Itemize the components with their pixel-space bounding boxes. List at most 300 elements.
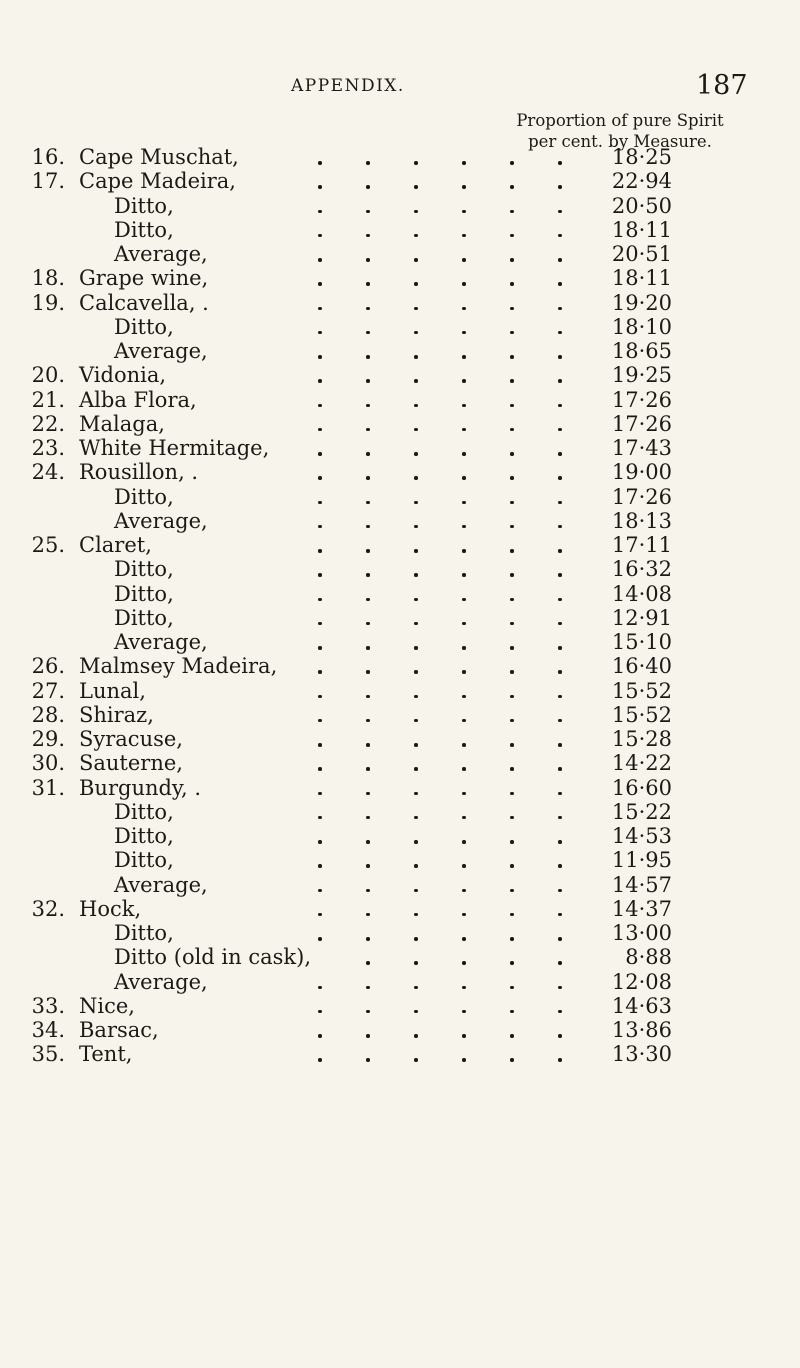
table-row xyxy=(0,242,800,266)
leader-dot xyxy=(558,355,562,359)
leader-dot xyxy=(558,986,562,990)
leader-dot xyxy=(510,719,514,723)
running-title: APPENDIX. xyxy=(291,76,405,96)
leader-dot xyxy=(462,379,466,383)
leader-dot xyxy=(510,234,514,238)
leader-dot xyxy=(414,767,418,771)
leader-dot xyxy=(558,161,562,165)
leader-dot xyxy=(462,864,466,868)
leader-dot xyxy=(414,986,418,990)
leader-dot xyxy=(414,452,418,456)
dot-leader xyxy=(0,897,800,921)
table-row xyxy=(0,460,800,484)
leader-dot xyxy=(366,210,370,214)
leader-dot xyxy=(510,501,514,505)
leader-dot xyxy=(558,525,562,529)
leader-dot xyxy=(414,476,418,480)
dot-leader xyxy=(0,994,800,1018)
spirit-percentage: 14·37 xyxy=(611,896,672,921)
leader-dot xyxy=(318,452,322,456)
leader-dot xyxy=(462,428,466,432)
spirit-percentage: 12·08 xyxy=(611,969,672,994)
leader-dot xyxy=(462,258,466,262)
entry-number: 18. xyxy=(31,266,65,291)
leader-dot xyxy=(414,1010,418,1014)
table-row xyxy=(0,1042,800,1066)
leader-dot xyxy=(318,719,322,723)
leader-dot xyxy=(462,1034,466,1038)
leader-dot xyxy=(414,598,418,602)
leader-dot xyxy=(510,1034,514,1038)
spirit-percentage: 16·32 xyxy=(611,557,672,582)
entry-number: 29. xyxy=(31,727,65,751)
leader-dot xyxy=(558,307,562,311)
leader-dot xyxy=(318,549,322,553)
leader-dot xyxy=(318,695,322,699)
leader-dot xyxy=(366,258,370,262)
leader-dot xyxy=(318,258,322,262)
dot-leader xyxy=(0,194,800,218)
leader-dot xyxy=(462,185,466,189)
leader-dot xyxy=(414,695,418,699)
dot-leader xyxy=(0,363,800,387)
leader-dot xyxy=(318,646,322,650)
leader-dot xyxy=(510,404,514,408)
leader-dot xyxy=(462,501,466,505)
leader-dot xyxy=(414,501,418,505)
wine-name: Cape Muschat, xyxy=(79,145,239,169)
spirit-percentage: 18·65 xyxy=(611,339,672,363)
leader-dot xyxy=(318,210,322,214)
leader-dot xyxy=(510,961,514,965)
dot-leader xyxy=(0,921,800,945)
leader-dot xyxy=(366,646,370,650)
leader-dot xyxy=(414,355,418,359)
page-header xyxy=(0,70,800,104)
column-header-line-1: Proportion of pure Spirit xyxy=(516,111,724,130)
entry-number: 22. xyxy=(31,411,65,436)
leader-dot xyxy=(558,210,562,214)
wine-spirit-table xyxy=(0,145,800,1067)
leader-dot xyxy=(510,840,514,844)
leader-dot xyxy=(414,961,418,965)
leader-dot xyxy=(558,961,562,965)
spirit-percentage: 13·86 xyxy=(611,1018,672,1042)
wine-name: Shiraz, xyxy=(79,702,154,727)
leader-dot xyxy=(558,743,562,747)
leader-dot xyxy=(318,428,322,432)
wine-name: Lunal, xyxy=(79,678,146,703)
leader-dot xyxy=(414,549,418,553)
leader-dot xyxy=(510,1058,514,1062)
table-row xyxy=(0,630,800,654)
leader-dot xyxy=(462,161,466,165)
leader-dot xyxy=(462,961,466,965)
leader-dot xyxy=(318,525,322,529)
table-row xyxy=(0,315,800,339)
leader-dot xyxy=(510,646,514,650)
leader-dot xyxy=(318,840,322,844)
table-row xyxy=(0,970,800,994)
leader-dot xyxy=(366,743,370,747)
leader-dot xyxy=(462,525,466,529)
leader-dot xyxy=(558,816,562,820)
entry-number: 19. xyxy=(31,290,65,315)
wine-name: Ditto, xyxy=(114,799,174,824)
leader-dot xyxy=(414,816,418,820)
spirit-percentage: 19·20 xyxy=(611,290,672,315)
leader-dot xyxy=(366,695,370,699)
leader-dot xyxy=(366,961,370,965)
wine-name: Vidonia, xyxy=(79,363,167,388)
table-row xyxy=(0,509,800,533)
wine-name: Claret, xyxy=(79,533,152,557)
leader-dot xyxy=(510,913,514,917)
leader-dot xyxy=(414,428,418,432)
leader-dot xyxy=(318,889,322,893)
leader-dot xyxy=(414,282,418,286)
leader-dot xyxy=(510,743,514,747)
leader-dot xyxy=(558,501,562,505)
leader-dot xyxy=(366,598,370,602)
leader-dot xyxy=(414,404,418,408)
spirit-percentage: 20·51 xyxy=(611,242,672,266)
leader-dot xyxy=(558,1058,562,1062)
leader-dot xyxy=(510,428,514,432)
leader-dot xyxy=(414,258,418,262)
leader-dot xyxy=(366,355,370,359)
table-row xyxy=(0,776,800,800)
spirit-percentage: 17·43 xyxy=(611,436,672,460)
leader-dot xyxy=(462,355,466,359)
dot-leader xyxy=(0,291,800,315)
leader-dot xyxy=(462,598,466,602)
leader-dot xyxy=(462,404,466,408)
spirit-percentage: 14·63 xyxy=(611,993,672,1018)
wine-name: Sauterne, xyxy=(79,751,183,776)
dot-leader xyxy=(0,873,800,897)
table-row xyxy=(0,218,800,242)
leader-dot xyxy=(558,864,562,868)
wine-name: Ditto, xyxy=(114,581,174,606)
leader-dot xyxy=(414,719,418,723)
leader-dot xyxy=(318,864,322,868)
leader-dot xyxy=(462,986,466,990)
table-row xyxy=(0,800,800,824)
leader-dot xyxy=(366,234,370,238)
leader-dot xyxy=(318,598,322,602)
leader-dot xyxy=(462,452,466,456)
leader-dot xyxy=(366,428,370,432)
leader-dot xyxy=(366,1010,370,1014)
leader-dot xyxy=(462,937,466,941)
leader-dot xyxy=(366,331,370,335)
spirit-percentage: 15·52 xyxy=(611,702,672,727)
leader-dot xyxy=(318,234,322,238)
wine-name: Average, xyxy=(114,872,208,897)
leader-dot xyxy=(510,185,514,189)
entry-number: 35. xyxy=(31,1042,65,1067)
table-row xyxy=(0,485,800,509)
dot-leader xyxy=(0,509,800,533)
leader-dot xyxy=(462,767,466,771)
leader-dot xyxy=(462,670,466,674)
leader-dot xyxy=(558,258,562,262)
table-row xyxy=(0,606,800,630)
leader-dot xyxy=(510,986,514,990)
dot-leader xyxy=(0,970,800,994)
leader-dot xyxy=(462,573,466,577)
leader-dot xyxy=(414,525,418,529)
leader-dot xyxy=(558,913,562,917)
leader-dot xyxy=(558,840,562,844)
entry-number: 34. xyxy=(31,1018,65,1042)
leader-dot xyxy=(318,767,322,771)
leader-dot xyxy=(366,792,370,796)
leader-dot xyxy=(558,379,562,383)
leader-dot xyxy=(366,476,370,480)
leader-dot xyxy=(318,282,322,286)
leader-dot xyxy=(366,937,370,941)
leader-dot xyxy=(462,282,466,286)
wine-name: Tent, xyxy=(79,1042,133,1067)
leader-dot xyxy=(414,670,418,674)
table-row xyxy=(0,557,800,581)
dot-leader xyxy=(0,169,800,193)
wine-name: Ditto, xyxy=(114,193,174,218)
leader-dot xyxy=(558,476,562,480)
entry-number: 16. xyxy=(31,145,65,169)
leader-dot xyxy=(462,331,466,335)
table-row xyxy=(0,824,800,848)
dot-leader xyxy=(0,727,800,751)
dot-leader xyxy=(0,582,800,606)
leader-dot xyxy=(366,379,370,383)
entry-number: 27. xyxy=(31,678,65,703)
table-row xyxy=(0,703,800,727)
spirit-percentage: 18·25 xyxy=(611,145,672,169)
column-header-line-2: per cent. by Measure. xyxy=(528,132,712,151)
leader-dot xyxy=(558,670,562,674)
leader-dot xyxy=(462,1058,466,1062)
leader-dot xyxy=(510,355,514,359)
dot-leader xyxy=(0,776,800,800)
leader-dot xyxy=(366,525,370,529)
leader-dot xyxy=(366,767,370,771)
dot-leader xyxy=(0,460,800,484)
wine-name: Average, xyxy=(114,969,208,994)
leader-dot xyxy=(510,452,514,456)
leader-dot xyxy=(462,695,466,699)
leader-dot xyxy=(366,913,370,917)
entry-number: 21. xyxy=(31,387,65,412)
leader-dot xyxy=(366,452,370,456)
leader-dot xyxy=(462,743,466,747)
leader-dot xyxy=(318,161,322,165)
table-row xyxy=(0,533,800,557)
leader-dot xyxy=(510,792,514,796)
leader-dot xyxy=(366,889,370,893)
leader-dot xyxy=(414,161,418,165)
spirit-percentage: 15·10 xyxy=(611,630,672,654)
leader-dot xyxy=(414,331,418,335)
leader-dot xyxy=(510,282,514,286)
entry-number: 28. xyxy=(31,702,65,727)
table-row xyxy=(0,994,800,1018)
leader-dot xyxy=(510,331,514,335)
leader-dot xyxy=(462,549,466,553)
table-row xyxy=(0,582,800,606)
leader-dot xyxy=(414,646,418,650)
spirit-percentage: 18·13 xyxy=(611,508,672,533)
spirit-percentage: 12·91 xyxy=(611,605,672,630)
wine-name: Ditto, xyxy=(114,605,174,630)
spirit-percentage: 19·00 xyxy=(611,460,672,485)
leader-dot xyxy=(558,185,562,189)
leader-dot xyxy=(510,767,514,771)
dot-leader xyxy=(0,848,800,872)
table-row xyxy=(0,266,800,290)
dot-leader xyxy=(0,485,800,509)
leader-dot xyxy=(510,549,514,553)
leader-dot xyxy=(558,889,562,893)
leader-dot xyxy=(510,1010,514,1014)
leader-dot xyxy=(318,622,322,626)
dot-leader xyxy=(0,630,800,654)
wine-name: White Hermitage, xyxy=(79,436,270,460)
leader-dot xyxy=(318,307,322,311)
leader-dot xyxy=(414,379,418,383)
leader-dot xyxy=(558,331,562,335)
table-row xyxy=(0,848,800,872)
spirit-percentage: 16·60 xyxy=(611,775,672,800)
table-row xyxy=(0,412,800,436)
spirit-percentage: 15·22 xyxy=(611,799,672,824)
leader-dot xyxy=(366,864,370,868)
table-row xyxy=(0,921,800,945)
leader-dot xyxy=(510,864,514,868)
leader-dot xyxy=(462,622,466,626)
table-row xyxy=(0,873,800,897)
leader-dot xyxy=(318,913,322,917)
table-row xyxy=(0,169,800,193)
entry-number: 26. xyxy=(31,654,65,679)
leader-dot xyxy=(558,404,562,408)
leader-dot xyxy=(366,840,370,844)
dot-leader xyxy=(0,557,800,581)
wine-name: Rousillon, . xyxy=(79,460,199,485)
spirit-percentage: 15·52 xyxy=(611,678,672,703)
leader-dot xyxy=(558,598,562,602)
leader-dot xyxy=(462,719,466,723)
entry-number: 24. xyxy=(31,460,65,485)
leader-dot xyxy=(510,476,514,480)
wine-name: Average, xyxy=(114,508,208,533)
leader-dot xyxy=(318,355,322,359)
dot-leader xyxy=(0,800,800,824)
wine-name: Grape wine, xyxy=(79,266,209,291)
leader-dot xyxy=(510,622,514,626)
leader-dot xyxy=(414,1058,418,1062)
entry-number: 20. xyxy=(31,363,65,388)
leader-dot xyxy=(510,695,514,699)
dot-leader xyxy=(0,533,800,557)
leader-dot xyxy=(510,937,514,941)
entry-number: 31. xyxy=(31,775,65,800)
spirit-percentage: 14·08 xyxy=(611,581,672,606)
table-row xyxy=(0,679,800,703)
leader-dot xyxy=(366,622,370,626)
leader-dot xyxy=(558,1010,562,1014)
leader-dot xyxy=(414,622,418,626)
leader-dot xyxy=(318,185,322,189)
dot-leader xyxy=(0,751,800,775)
table-row xyxy=(0,897,800,921)
dot-leader xyxy=(0,218,800,242)
entry-number: 23. xyxy=(31,436,65,460)
table-row xyxy=(0,654,800,678)
leader-dot xyxy=(558,428,562,432)
dot-leader xyxy=(0,703,800,727)
spirit-percentage: 8·88 xyxy=(625,945,672,970)
leader-dot xyxy=(318,986,322,990)
wine-name: Alba Flora, xyxy=(79,387,197,412)
dot-leader xyxy=(0,242,800,266)
leader-dot xyxy=(318,573,322,577)
wine-name: Cape Madeira, xyxy=(79,169,236,194)
leader-dot xyxy=(366,282,370,286)
wine-name: Ditto, xyxy=(114,848,174,873)
leader-dot xyxy=(366,719,370,723)
leader-dot xyxy=(462,210,466,214)
leader-dot xyxy=(366,404,370,408)
spirit-percentage: 17·26 xyxy=(611,387,672,412)
page-number: 187 xyxy=(696,70,748,101)
leader-dot xyxy=(366,670,370,674)
wine-name: Nice, xyxy=(79,993,135,1018)
leader-dot xyxy=(558,695,562,699)
leader-dot xyxy=(318,937,322,941)
leader-dot xyxy=(318,816,322,820)
leader-dot xyxy=(510,210,514,214)
leader-dot xyxy=(510,598,514,602)
table-row xyxy=(0,436,800,460)
leader-dot xyxy=(462,792,466,796)
leader-dot xyxy=(462,1010,466,1014)
leader-dot xyxy=(318,1034,322,1038)
leader-dot xyxy=(366,307,370,311)
wine-name: Ditto, xyxy=(114,824,174,848)
leader-dot xyxy=(462,476,466,480)
wine-name: Malaga, xyxy=(79,411,165,436)
dot-leader xyxy=(0,824,800,848)
leader-dot xyxy=(558,792,562,796)
wine-name: Average, xyxy=(114,242,208,266)
leader-dot xyxy=(414,840,418,844)
wine-name: Barsac, xyxy=(79,1018,159,1042)
entry-number: 32. xyxy=(31,896,65,921)
spirit-percentage: 22·94 xyxy=(611,169,672,194)
wine-name: Ditto, xyxy=(114,557,174,582)
wine-name: Ditto, xyxy=(114,921,174,945)
wine-name: Calcavella, . xyxy=(79,290,209,315)
leader-dot xyxy=(558,573,562,577)
spirit-percentage: 17·11 xyxy=(611,533,672,557)
leader-dot xyxy=(510,161,514,165)
table-row xyxy=(0,945,800,969)
table-row xyxy=(0,1018,800,1042)
leader-dot xyxy=(558,452,562,456)
